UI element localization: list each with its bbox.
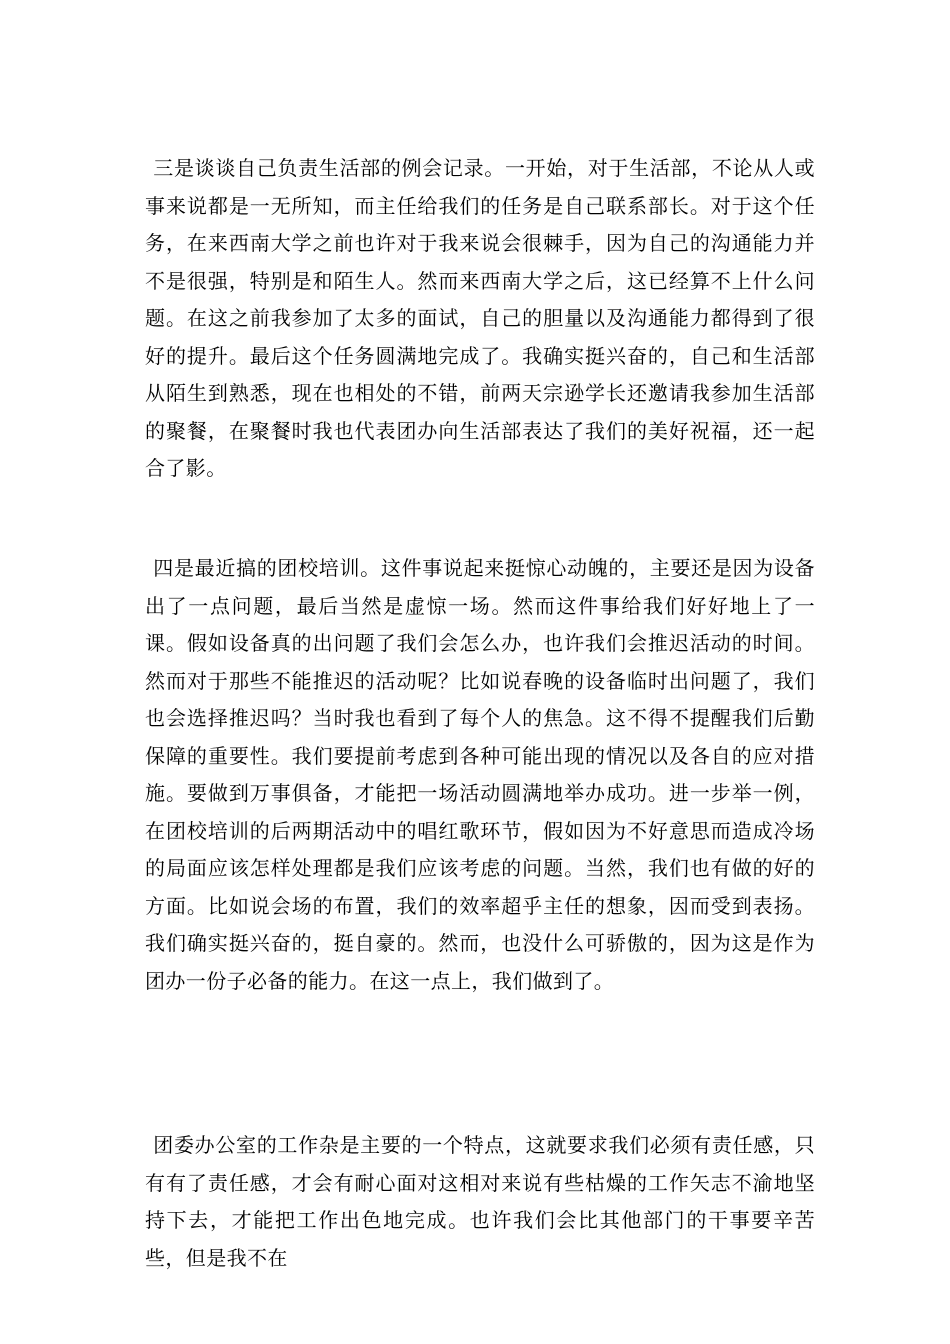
- paragraph-text: 三是谈谈自己负责生活部的例会记录。一开始，对于生活部，不论从人或事来说都是一无所知，而主任给我们的任务是自己联系部长。对于这个任务，在来西南大学之前也许对于我来说会很棘手，因为自己的沟通能力并不是很强，特别是和陌生人。然而来西南大学之后，这已经算不上什么问题。在这之前我参加了太多的面试，自己的胆量以及沟通能力都得到了很好的提升。最后这个任务圆满地完成了。我确实挺兴奋的，自己和生活部从陌生到熟悉，现在也相处的不错，前两天宗逊学长还邀请我参加生活部的聚餐，在聚餐时我也代表团办向生活部表达了我们的美好祝福，还一起合了影。: [145, 156, 815, 480]
- paragraph-league-school-training: [145, 550, 815, 1000]
- paragraph-life-department: [145, 150, 815, 488]
- paragraph-office-work: [145, 1127, 815, 1277]
- paragraph-text: 四是最近搞的团校培训。这件事说起来挺惊心动魄的，主要还是因为设备出了一点问题，最后当然是虚惊一场。然而这件事给我们好好地上了一课。假如设备真的出问题了我们会怎么办，也许我们会推迟活动的时间。然而对于那些不能推迟的活动呢？比如说春晚的设备临时出问题了，我们也会选择推迟吗？当时我也看到了每个人的焦急。这不得不提醒我们后勤保障的重要性。我们要提前考虑到各种可能出现的情况以及各自的应对措施。要做到万事俱备，才能把一场活动圆满地举办成功。进一步举一例，在团校培训的后两期活动中的唱红歌环节，假如因为不好意思而造成冷场的局面应该怎样处理都是我们应该考虑的问题。当然，我们也有做的好的方面。比如说会场的布置，我们的效率超乎主任的想象，因而受到表扬。我们确实挺兴奋的，挺自豪的。然而，也没什么可骄傲的，因为这是作为团办一份子必备的能力。在这一点上，我们做到了。: [145, 556, 815, 993]
- paragraph-text: 团委办公室的工作杂是主要的一个特点，这就要求我们必须有责任感，只有有了责任感，才会有耐心面对这相对来说有些枯燥的工作矢志不渝地坚持下去，才能把工作出色地完成。也许我们会比其他部门的干事要辛苦些，但是我不在: [145, 1133, 815, 1270]
